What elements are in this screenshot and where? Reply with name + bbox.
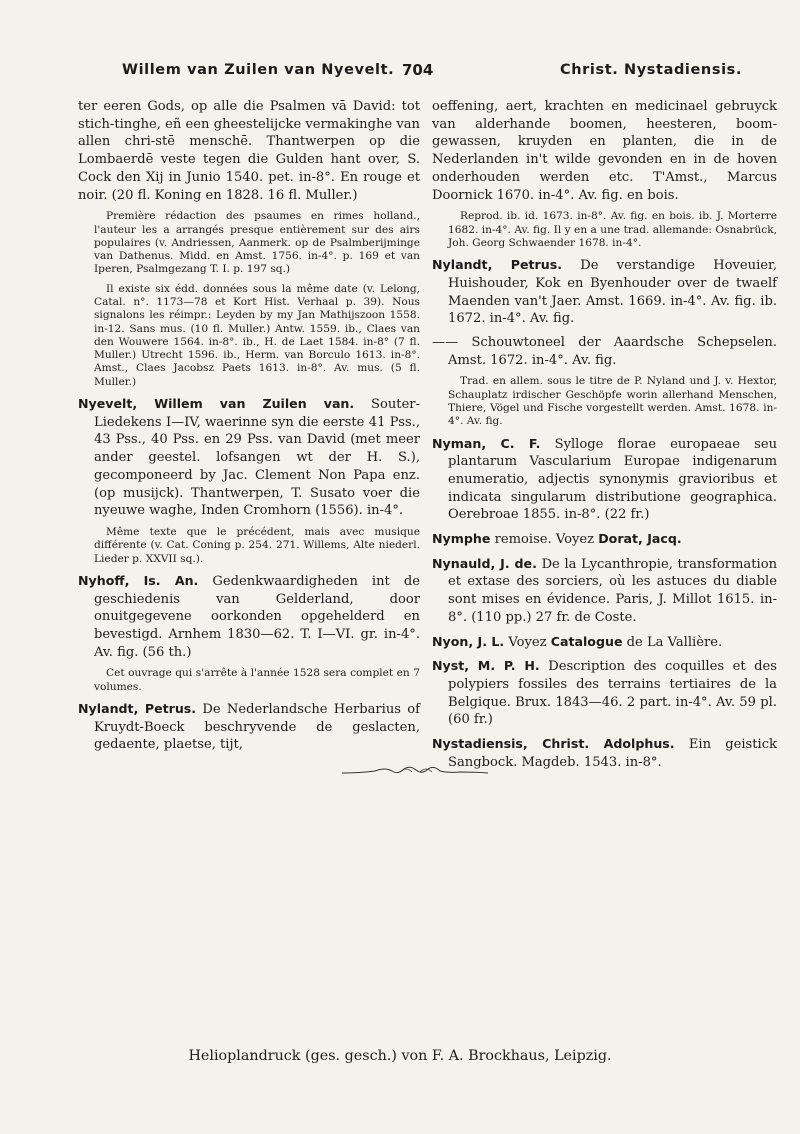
entry-text: De la Lycanthropie, transformation et extase des sorciers, où les astuces du diable sont mises en évidence. Paris, J. Millot 1615. in-8°. (110 pp.) 27 fr. de Coste.: [448, 556, 778, 625]
entry-text: Gedenkwaardigheden int de geschiedenis van Gelderland, door onuitgegevene oorkonden opgehelderd en bevestigd. Arnhem 1830—62. T. I—VI. gr. in-4°. Av. fig. (56 th.): [94, 573, 420, 660]
catalogue-entry: —— Schouwtoneel der Aaardsche Schepselen. Amst. 1672. in-4°. Av. fig.: [432, 334, 777, 368]
entry-text: de La Vallière.: [626, 634, 723, 650]
entry-heading: Nyst, M. P. H.: [432, 658, 540, 674]
entry-heading: Nylandt, Petrus.: [78, 701, 197, 716]
entry-continuation: ter eeren Gods, op alle die Psalmen vā David: tot stich-tinghe, eñ een gheestelijcke vermakinghe van allen chri-stē menschē. Thantwerpen op die Lombaerdē veste tegen die Gulden hant over, S. Cock den Xij in Junio 1540. pet. in-8°. En rouge et noir. (20 fl. Koning en 1828. 16 fl. Muller.): [78, 99, 420, 203]
entry-note: Cet ouvrage qui s'arrête à l'année 1528 sera complet en 7 volumes.: [94, 667, 420, 693]
entry-note: Il existe six édd. données sous la même date (v. Lelong, Catal. n°. 1173—78 et Kort Hist. Verhaal p. 39). Nous signalons les réimpr.: Leyden by my Jan Mathijszoon 1558. in-12. Sans mus. (10 fl. Muller.) Antw. 1559. ib., Claes van den Wouwere 1564. in-8°. ib., H. de Laet 1584. in-8° (7 fl. Muller.) Utrecht 1596. ib., Herm. van Borculo 1613. in-8°. Amst., Claes Jacobsz Paets 1613. in-8°. Av. mus. (5 fl. Muller.): [94, 282, 420, 388]
entry-text: Ein geistick Sangbock. Magdeb. 1543. in-8°.: [448, 737, 777, 770]
entry-heading: Nyon, J. L.: [432, 633, 505, 649]
entry-heading: Nylandt, Petrus.: [432, 257, 563, 273]
catalogue-entry: [432, 435, 777, 525]
entry-text: Description des coquilles et des polypiers fossiles des terrains tertiaires de la Belgique. Brux. 1843—46. 2 part. in-4°. Av. 59 pl. (60 fr.): [448, 659, 777, 728]
page-number: 704: [402, 61, 434, 79]
catalogue-entry: [432, 256, 777, 328]
entry-heading: Nyman, C. F.: [432, 435, 541, 451]
left-column: [78, 98, 420, 760]
running-head-left: Willem van Zuilen van Nyevelt.: [122, 62, 395, 78]
page-header: [84, 61, 742, 84]
entry-note: Première rédaction des psaumes en rimes holland., l'auteur les a arrangés presque entièrement sur des airs populaires (v. Andriessen, Aanmerk. op de Psalmberijminge van Dathenus. Midd. en Amst. 1756. in-4°. p. 169 et van Iperen, Psalmgezang T. I. p. 197 sq.): [94, 210, 420, 276]
cross-reference: Catalogue: [550, 633, 623, 649]
catalogue-entry: [78, 395, 420, 520]
entry-text: Voyez: [508, 634, 547, 650]
cross-reference: Dorat, Jacq.: [598, 531, 682, 547]
entry-heading: Nymphe: [432, 531, 491, 547]
entry-heading: Nyhoff, Is. An.: [78, 572, 199, 588]
entry-heading: Nyevelt, Willem van Zuilen van.: [78, 396, 355, 412]
entry-text: De verstandige Hoveuier, Huishouder, Kok en Byenhouder over de twaelf Maenden van't Jaer. Amst. 1669. in-4°. Av. fig. ib. 1672. in-4°. Av. fig.: [448, 258, 778, 327]
printer-imprint: Helioplandruck (ges. gesch.) von F. A. Brockhaus, Leipzig.: [188, 1048, 612, 1064]
catalogue-entry: [78, 572, 420, 662]
catalogue-entry: [432, 530, 777, 549]
entry-heading: Nynauld, J. de.: [432, 555, 537, 571]
entry-text: De Nederlandsche Herbarius of Kruydt-Boeck beschryvende de geslacten, gedaente, plaetse, tijt,: [94, 702, 420, 753]
end-ornament: [340, 763, 490, 777]
entry-continuation: oeffening, aert, krachten en medicinael gebruyck van alderhande boomen, heesteren, boom-gewassen, kruyden en planten, die in de Nederlanden in't wilde gevonden en in de hoven onderhouden werden etc. T'Amst., Marcus Doornick 1670. in-4°. Av. fig. en bois.: [432, 99, 777, 203]
right-column: [432, 98, 777, 777]
entry-text: Sylloge florae europaeae seu plantarum Vascularium Europae indigenarum enumeratio, adjectis synonymis gravioribus et indicata singularum distributione geographica. Oerebroae 1855. in-8°. (22 fr.): [448, 436, 778, 523]
catalogue-entry: [432, 633, 777, 652]
entry-note: Reprod. ib. id. 1673. in-8°. Av. fig. en bois. ib. J. Morterre 1682. in-4°. Av. fig. Il y en a une trad. allemande: Osnabrück, Joh. Georg Schwaender 1678. in-4°.: [448, 210, 777, 249]
running-head-right: Christ. Nystadiensis.: [560, 62, 742, 78]
catalogue-entry: [78, 700, 420, 754]
catalogue-entry: [432, 657, 777, 729]
entry-heading: Nystadiensis, Christ. Adolphus.: [432, 736, 675, 752]
entry-note: Même texte que le précédent, mais avec musique différente (v. Cat. Coning p. 254. 271. Willems, Alte niederl. Lieder p. XXVII sq.).: [94, 526, 420, 565]
catalogue-entry: [432, 555, 777, 627]
entry-note: Trad. en allem. sous le titre de P. Nyland und J. v. Hextor, Schauplatz irdischer Geschöpfe worin allerhand Menschen, Thiere, Vögel und Fische vorgestellt werden. Amst. 1678. in-4°. Av. fig.: [448, 375, 777, 428]
entry-text: Souter-Liedekens I—IV, waerinne syn die eerste 41 Pss., 43 Pss., 40 Pss. en 29 Pss. van David (met meer ander geestel. lofsangen wt der H. S.), gecomponeerd by Jac. Clement Non Papa enz. (op musijck). Thantwerpen, T. Susato voer die nyeuwe waghe, Inden Cromhorn (1556). in-4°.: [94, 397, 420, 519]
entry-text: remoise. Voyez: [494, 532, 595, 548]
